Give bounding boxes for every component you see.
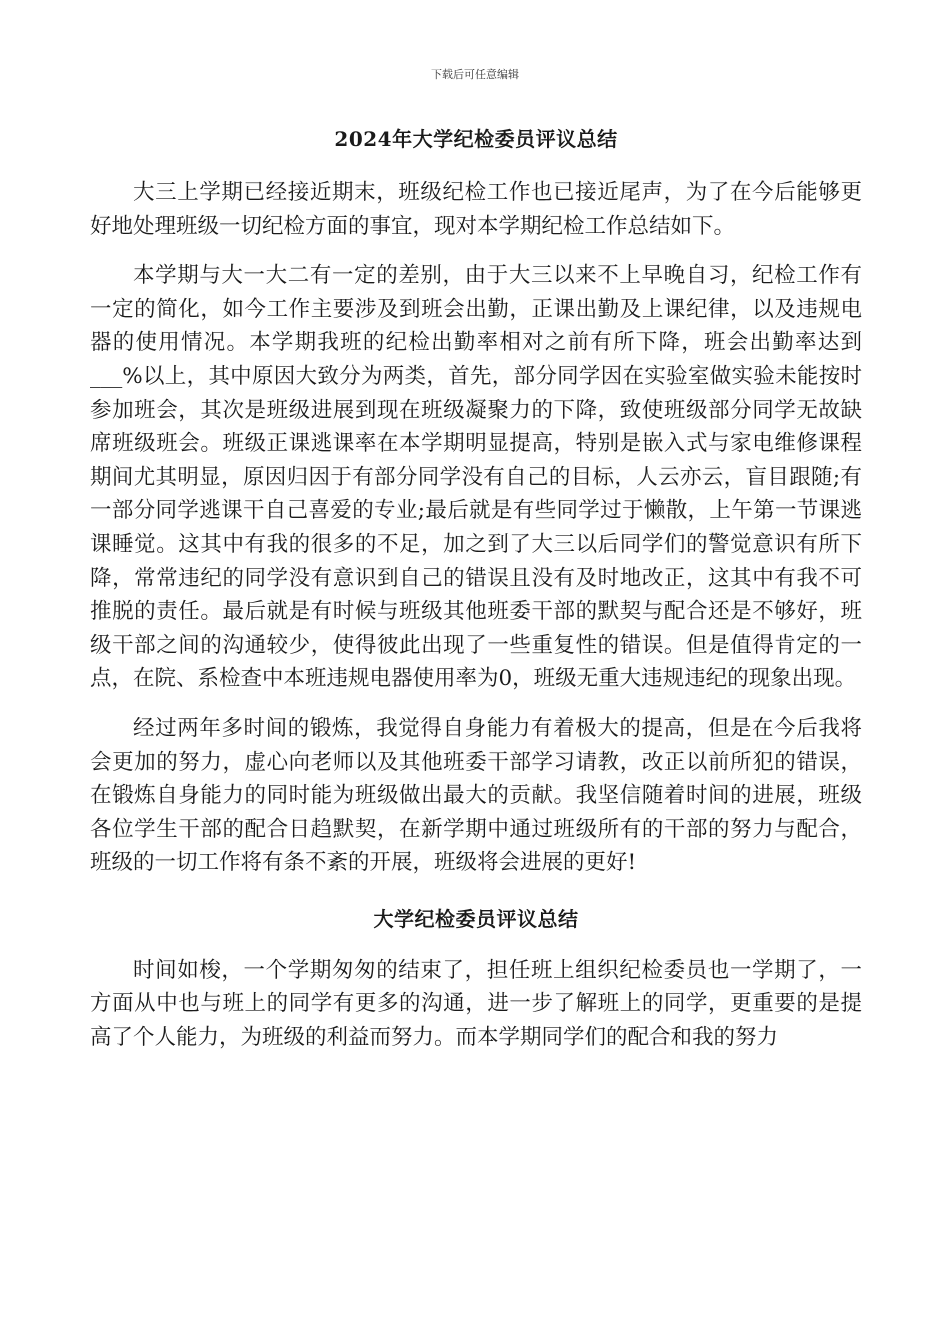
paragraph: 时间如梭，一个学期匆匆的结束了，担任班上组织纪检委员也一学期了，一方面从中也与班上的同学有更多的沟通，进一步了解班上的同学，更重要的是提高了个人能力，为班级的利益而努力。而本学期同学们的配合和我的努力 [90, 957, 862, 1051]
document-title: 2024年大学纪检委员评议总结 [334, 127, 618, 151]
paragraph: 本学期与大一大二有一定的差别，由于大三以来不上早晚自习，纪检工作有一定的简化，如今工作主要涉及到班会出勤，正课出勤及上课纪律，以及违规电器的使用情况。本学期我班的纪检出勤率相对之前有所下降，班会出勤率达到___%以上，其中原因大致分为两类，首先，部分同学因在实验室做实验未能按时参加班会，其次是班级进展到现在班级凝聚力的下降，致使班级部分同学无故缺席班级班会。班级正课逃课率在本学期明显提高，特别是嵌入式与家电维修课程期间尤其明显，原因归因于有部分同学没有自己的目标，人云亦云，盲目跟随;有一部分同学逃课干自己喜爱的专业;最后就是有些同学过于懒散，上午第一节课逃课睡觉。这其中有我的很多的不足，加之到了大三以后同学们的警觉意识有所下降，常常违纪的同学没有意识到自己的错误且没有及时地改正，这其中有我不可推脱的责任。最后就是有时候与班级其他班委干部的默契与配合还是不够好，班级干部之间的沟通较少，使得彼此出现了一些重复性的错误。但是值得肯定的一点，在院、系检查中本班违规电器使用率为0，班级无重大违规违纪的现象出现。 [90, 263, 862, 692]
paragraph: 大三上学期已经接近期末，班级纪检工作也已接近尾声，为了在今后能够更好地处理班级一切纪检方面的事宜，现对本学期纪检工作总结如下。 [90, 180, 862, 239]
document-body [90, 122, 862, 1071]
paragraph: 经过两年多时间的锻炼，我觉得自身能力有着极大的提高，但是在今后我将会更加的努力，虚心向老师以及其他班委干部学习请教，改正以前所犯的错误，在锻炼自身能力的同时能为班级做出最大的贡献。我坚信随着时间的进展，班级各位学生干部的配合日趋默契，在新学期中通过班级所有的干部的努力与配合，班级的一切工作将有条不紊的开展，班级将会进展的更好! [90, 715, 862, 876]
header-note: 下载后可任意编辑 [431, 68, 519, 81]
section-title: 大学纪检委员评议总结 [373, 906, 579, 931]
